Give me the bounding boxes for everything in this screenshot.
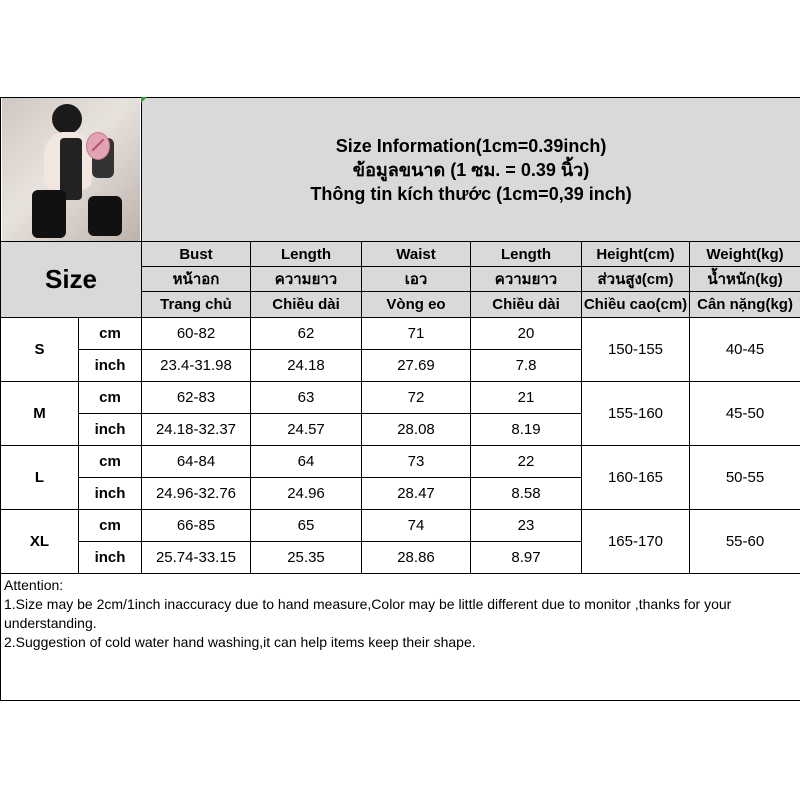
size-table [0, 97, 800, 574]
unit-cm-label: cm [79, 318, 142, 350]
measurement-cm: 72 [362, 382, 471, 414]
measurement-inch: 28.08 [362, 414, 471, 446]
measurement-inch: 8.97 [471, 542, 582, 574]
measurement-inch: 8.58 [471, 478, 582, 510]
measurement-inch: 24.18-32.37 [142, 414, 251, 446]
attention-heading: Attention: [4, 577, 64, 593]
table-row [1, 382, 800, 414]
column-header-vi: Cân nặng(kg) [690, 292, 800, 318]
cell-marker-icon [141, 97, 147, 103]
table-row [1, 510, 800, 542]
measurement-cm: 60-82 [142, 318, 251, 350]
measurement-cm: 23 [471, 510, 582, 542]
measurement-cm: 22 [471, 446, 582, 478]
size-chart [0, 97, 800, 701]
weight-range: 40-45 [690, 318, 800, 382]
column-header-en: Waist [362, 242, 471, 267]
title-cell [142, 98, 800, 242]
column-header-en: Length [471, 242, 582, 267]
column-header-vi: Chiều cao(cm) [582, 292, 690, 318]
weight-range: 50-55 [690, 446, 800, 510]
measurement-inch: 7.8 [471, 350, 582, 382]
measurement-inch: 8.19 [471, 414, 582, 446]
column-header-vi: Trang chủ [142, 292, 251, 318]
measurement-inch: 25.35 [251, 542, 362, 574]
column-header-en: Length [251, 242, 362, 267]
measurement-inch: 27.69 [362, 350, 471, 382]
unit-inch-label: inch [79, 414, 142, 446]
measurement-cm: 66-85 [142, 510, 251, 542]
measurement-inch: 24.96 [251, 478, 362, 510]
measurement-inch: 23.4-31.98 [142, 350, 251, 382]
measurement-cm: 64-84 [142, 446, 251, 478]
product-thumbnail-cell [1, 98, 142, 242]
column-header-vi: Chiều dài [251, 292, 362, 318]
measurement-cm: 21 [471, 382, 582, 414]
title-english: Size Information(1cm=0.39inch) [335, 135, 607, 156]
unit-cm-label: cm [79, 446, 142, 478]
measurement-cm: 65 [251, 510, 362, 542]
attention-notes [0, 574, 800, 701]
unit-cm-label: cm [79, 510, 142, 542]
measurement-inch: 28.47 [362, 478, 471, 510]
title-vietnamese: Thông tin kích thước (1cm=0,39 inch) [310, 183, 632, 204]
column-header-vi: Chiều dài [471, 292, 582, 318]
measurement-cm: 63 [251, 382, 362, 414]
censor-mark-icon [86, 132, 110, 160]
table-row [1, 446, 800, 478]
measurement-inch: 24.96-32.76 [142, 478, 251, 510]
table-row [1, 318, 800, 350]
height-range: 155-160 [582, 382, 690, 446]
column-header-vi: Vòng eo [362, 292, 471, 318]
measurement-inch: 28.86 [362, 542, 471, 574]
measurement-cm: 62 [251, 318, 362, 350]
size-name: S [1, 318, 79, 382]
column-header-th: ความยาว [251, 267, 362, 292]
weight-range: 55-60 [690, 510, 800, 574]
height-range: 160-165 [582, 446, 690, 510]
column-header-th: ความยาว [471, 267, 582, 292]
column-header-th: ส่วนสูง(cm) [582, 267, 690, 292]
size-name: M [1, 382, 79, 446]
unit-cm-label: cm [79, 382, 142, 414]
measurement-inch: 24.57 [251, 414, 362, 446]
height-range: 150-155 [582, 318, 690, 382]
attention-note-2: 2.Suggestion of cold water hand washing,it can help items keep their shape. [4, 634, 476, 650]
size-name: L [1, 446, 79, 510]
unit-inch-label: inch [79, 478, 142, 510]
attention-note-1: 1.Size may be 2cm/1inch inaccuracy due to hand measure,Color may be little different due to monitor ,thanks for your understanding. [4, 596, 732, 631]
size-label: Size [44, 264, 98, 294]
measurement-cm: 73 [362, 446, 471, 478]
weight-range: 45-50 [690, 382, 800, 446]
measurement-cm: 20 [471, 318, 582, 350]
size-label-cell [1, 242, 142, 318]
measurement-cm: 74 [362, 510, 471, 542]
size-name: XL [1, 510, 79, 574]
unit-inch-label: inch [79, 350, 142, 382]
measurement-cm: 62-83 [142, 382, 251, 414]
title-thai: ข้อมูลขนาด (1 ซม. = 0.39 นิ้ว) [352, 159, 590, 180]
column-header-th: เอว [362, 267, 471, 292]
product-photo [2, 98, 140, 241]
measurement-inch: 24.18 [251, 350, 362, 382]
height-range: 165-170 [582, 510, 690, 574]
column-header-en: Weight(kg) [690, 242, 800, 267]
column-header-en: Bust [142, 242, 251, 267]
measurement-inch: 25.74-33.15 [142, 542, 251, 574]
column-header-th: น้ำหนัก(kg) [690, 267, 800, 292]
unit-inch-label: inch [79, 542, 142, 574]
measurement-cm: 71 [362, 318, 471, 350]
column-header-th: หน้าอก [142, 267, 251, 292]
measurement-cm: 64 [251, 446, 362, 478]
column-header-en: Height(cm) [582, 242, 690, 267]
